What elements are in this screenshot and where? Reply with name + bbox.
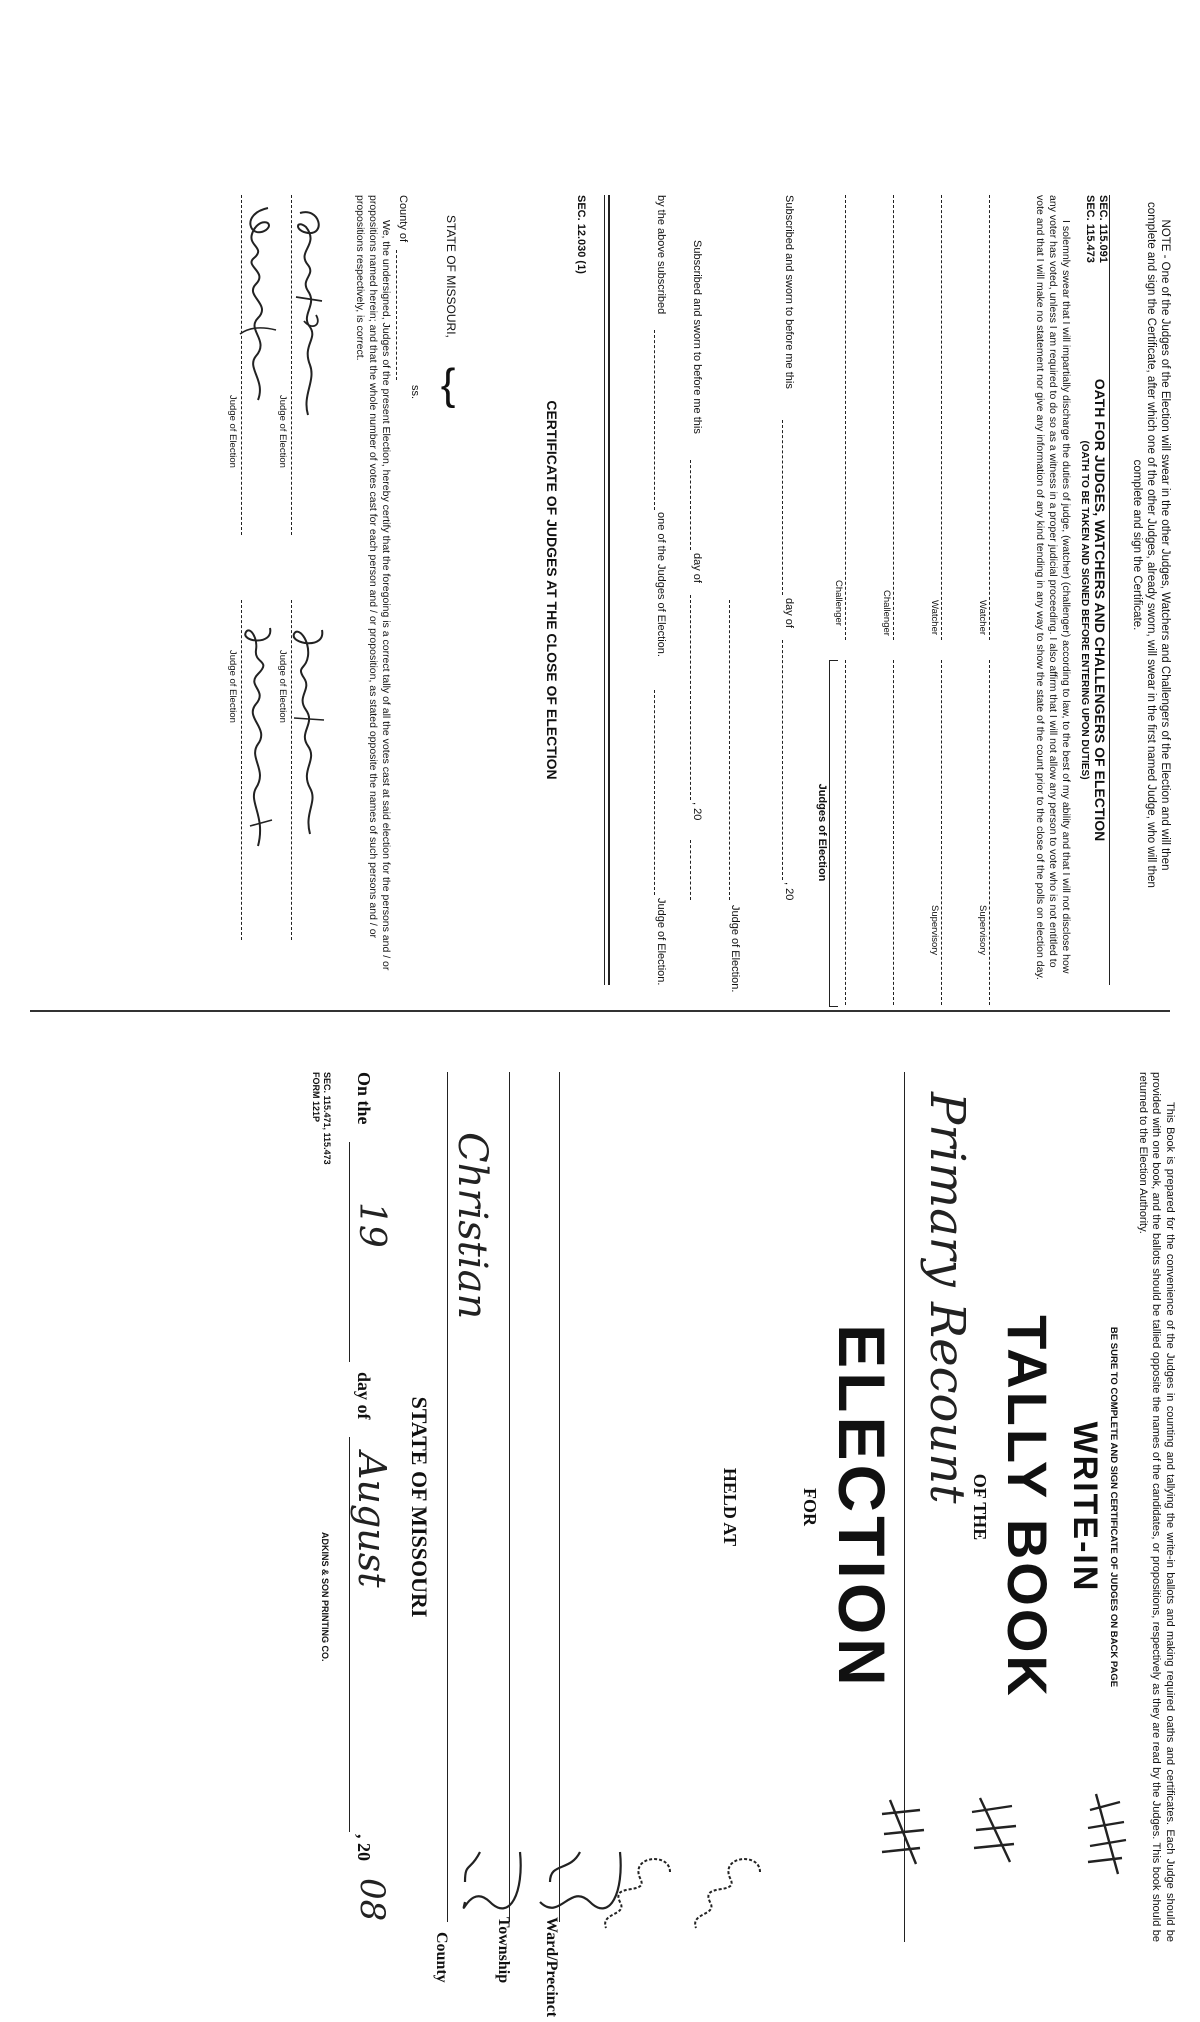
county-of-text: County of <box>397 195 409 243</box>
form-code-1: SEC. 115.471, 115.473 <box>322 1072 332 1165</box>
oath-title: OATH FOR JUDGES, WATCHERS AND CHALLENGERS OF ELECTION <box>1092 378 1108 842</box>
cover-year-prefix: , 20 <box>354 1834 374 1861</box>
oath-top-rule <box>1109 195 1110 985</box>
county-label: County <box>433 1932 450 1983</box>
by-above-line <box>654 330 655 510</box>
subscribed-text-2: Subscribed and sworn to before me this <box>691 240 703 434</box>
certificate-body: We, the undersigned, Judges of the present Election, hereby certify that the foregoing is a correct tally of all the votes cast at said election for the persons and / or propositions named herein; and that the whole number of votes cast for each person and / or proposition, as stated opposite the names of such persons and / or propositions respectively, is correct. <box>354 195 392 971</box>
cert-judge-caption-3: Judge of Election <box>277 650 288 723</box>
day-of-text-2: day of <box>691 553 703 583</box>
for-text: FOR <box>800 1488 820 1526</box>
by-above-text: by the above subscribed <box>655 195 667 315</box>
judge-signature-2 <box>236 200 280 430</box>
supervisory-caption-1: Supervisory <box>977 905 988 956</box>
month-line <box>349 1437 350 1832</box>
township-line <box>509 1072 510 1922</box>
day-of-text-1: day of <box>783 598 795 628</box>
judge-signature-4 <box>236 620 280 860</box>
ward-precinct-label: Ward/Precinct <box>543 1917 560 2018</box>
judge-signature-line-a <box>729 600 730 900</box>
challenger-line-1 <box>893 195 894 640</box>
election-heading: ELECTION <box>825 1324 899 1690</box>
role-caption-3: Challenger <box>881 590 892 636</box>
judge-signature-3 <box>286 620 330 850</box>
handwritten-month: August <box>350 1452 394 1588</box>
watcher-line-1 <box>989 195 990 640</box>
certificate-sec: SEC. 12.030 (1) <box>575 195 587 274</box>
judge-signature-1 <box>286 205 330 435</box>
judge-line-2 <box>941 660 942 1005</box>
county-of-line <box>396 250 397 380</box>
subscribed-day-line-2 <box>690 460 691 550</box>
judges-of-election-label: Judges of Election <box>816 783 828 882</box>
oath-and-certificate-panel <box>0 0 1200 1010</box>
tally-book-heading: TALLY BOOK <box>996 1315 1059 1699</box>
of-the-text: OF THE <box>970 1473 990 1541</box>
handwritten-ward-township <box>460 1832 630 1942</box>
month-line-2 <box>690 595 691 800</box>
handwritten-election-type: Primary Recount <box>919 1092 975 1504</box>
judges-bracket <box>829 660 838 1007</box>
ss-brace: } <box>440 366 456 416</box>
year-prefix-1: , 20 <box>783 882 795 901</box>
held-at-text: HELD AT <box>720 1467 740 1547</box>
printer-name: ADKINS & SON PRINTING CO. <box>320 1532 330 1662</box>
judge-line-1 <box>989 660 990 1005</box>
cert-judge-caption-1: Judge of Election <box>277 395 288 468</box>
subscribed-text-1: Subscribed and sworn to before me this <box>783 195 795 389</box>
judge-line-3 <box>893 660 894 1005</box>
subscribed-day-line-1 <box>782 420 783 595</box>
write-in-heading: WRITE-IN <box>1066 1421 1104 1593</box>
cert-judge-caption-2: Judge of Election <box>227 395 238 468</box>
cover-day-of-text: day of <box>354 1372 374 1420</box>
role-caption-1: Watcher <box>977 600 988 636</box>
year-prefix-2: , 20 <box>691 802 703 821</box>
county-line <box>447 1072 448 1922</box>
ss-text: ss. <box>409 385 421 400</box>
certificate-top-rule <box>604 195 610 985</box>
on-the-text: On the <box>354 1072 374 1125</box>
handwritten-county: Christian <box>449 1132 495 1320</box>
cover-panel <box>0 1012 1200 2022</box>
ward-precinct-line <box>559 1072 560 1922</box>
year-line-2 <box>690 840 691 900</box>
judge-of-election-text-2: Judge of Election. <box>655 898 667 986</box>
oath-subtitle: (OATH TO BE TAKEN AND SIGNED BEFORE ENTERING UPON DUTIES) <box>1079 440 1090 780</box>
supervisory-caption-2: Supervisory <box>929 905 940 956</box>
handwritten-tally-marks <box>870 1782 1140 1942</box>
role-caption-2: Watcher <box>929 600 940 636</box>
state-of-missouri-text: STATE OF MISSOURI, <box>444 215 458 338</box>
oath-body: I solemnly swear that I will impartially discharge the duties of judge, (watcher) (challenger) according to law, to the best of my ability and that I will not disclose how any voter has voted, unless I am required to do so as a witness in a proper judicial proceeding. I also affirm that I will not allow any person to vote who is not entitled to vote and that I will make no statement nor give any information of any kind tending in any way to show the state of the count prior to the close of the polls on election day. <box>1034 195 1072 980</box>
form-code-2: FORM 121P <box>311 1072 321 1123</box>
watcher-line-2 <box>941 195 942 640</box>
judge-of-election-text-1: Judge of Election. <box>729 905 741 993</box>
township-label: Township <box>495 1917 512 1984</box>
handwritten-day: 19 <box>351 1202 392 1248</box>
one-of-judges-text: one of the Judges of Election. <box>655 512 667 657</box>
handwritten-year: 08 <box>352 1878 392 1922</box>
challenger-line-2 <box>845 195 846 640</box>
cover-intro: This Book is prepared for the convenience of the Judges in counting and tallying the write-in ballots and making required oaths and certificates. Each Judge should be provided with one book, and the ballots should be tallied opposite the names of the candidates, or propositions, respectively as they are read by the Judges. This book should be returned to the Election Authority. <box>1137 1072 1176 1942</box>
cert-judge-caption-4: Judge of Election <box>227 650 238 723</box>
day-line <box>349 1142 350 1362</box>
certificate-title: CERTIFICATE OF JUDGES AT THE CLOSE OF ELECTION <box>544 400 560 780</box>
oath-sec-2: SEC. 115.473 <box>1084 195 1096 263</box>
oath-sec-1: SEC. 115.091 <box>1097 195 1109 263</box>
note-text: NOTE - One of the Judges of the Election will swear in the other Judges, Watchers and Challengers of the Election and will then complete and sign the Certificate, after which one of the other Judges, already sworn, will swear in the first named Judge, who will then complete and sign the Certificate. <box>1131 202 1171 888</box>
role-caption-4: Challenger <box>833 580 844 626</box>
be-sure-notice: BE SURE TO COMPLETE AND SIGN CERTIFICATE OF JUDGES ON BACK PAGE <box>1108 1326 1119 1688</box>
judge-line-4 <box>845 660 846 1005</box>
month-line-1 <box>782 640 783 880</box>
state-of-missouri-heading: STATE OF MISSOURI <box>407 1396 432 1618</box>
judge-signature-line-b <box>654 690 655 895</box>
